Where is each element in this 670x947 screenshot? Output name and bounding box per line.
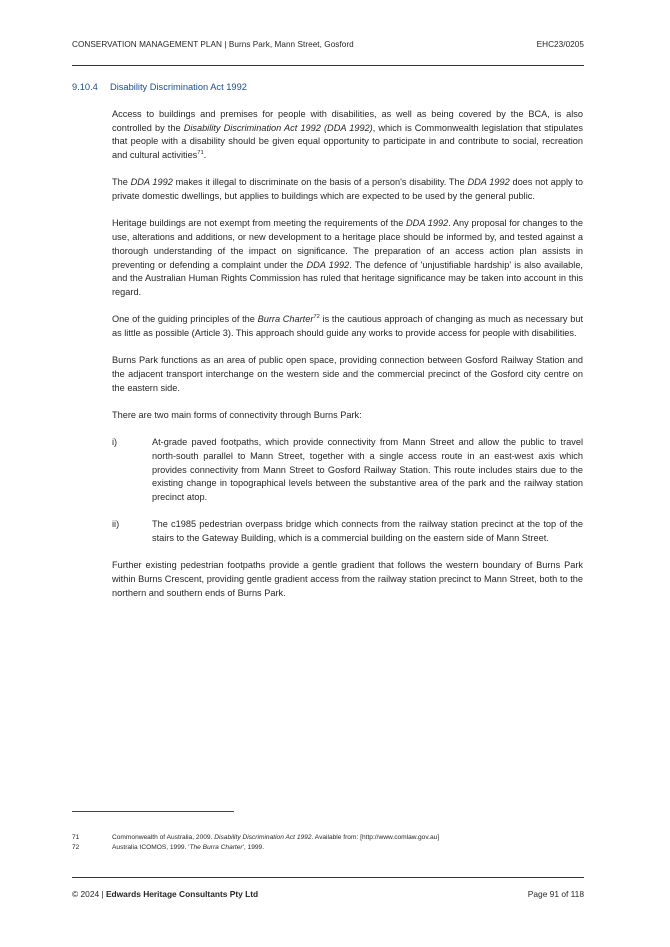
section-title: Disability Discrimination Act 1992 bbox=[110, 82, 247, 92]
footnote-number: 71 bbox=[72, 834, 80, 841]
text-run: . The defence of 'unjustifiable hardship' is also available, and the Australian Human Rights Commission has ruled that heritage significance may be taken into account in this regard. bbox=[112, 259, 583, 297]
text-run: , which is Commonwealth legislation that stipulates that people with a disability should be given equal opportunity to participate in and contribute to social, recreation and cultural activities bbox=[112, 122, 583, 161]
header-rule bbox=[72, 65, 584, 66]
footnote-reference[interactable]: 71 bbox=[197, 150, 204, 157]
footnote bbox=[72, 833, 592, 843]
text-run: . bbox=[203, 150, 207, 161]
italic-text: Burra Charter bbox=[257, 314, 314, 325]
italic-text: DDA 1992 bbox=[406, 218, 449, 229]
text-run: Access to buildings and premises for people with disabilities, as well as being covered by the BCA, is also controlled by the bbox=[112, 109, 583, 133]
text-run: is the cautious approach of changing as much as necessary but as little as possible (Article 3). This approach should guide any works to provide access for people with disabilities. bbox=[112, 314, 583, 338]
footnote-reference[interactable]: 72 bbox=[313, 314, 320, 321]
list-item bbox=[112, 518, 583, 545]
company-name: Edwards Heritage Consultants Pty Ltd bbox=[105, 889, 259, 899]
footer-left bbox=[72, 889, 258, 899]
footnote-text bbox=[112, 843, 264, 853]
paragraph bbox=[112, 108, 583, 163]
list-marker: ii) bbox=[112, 519, 120, 530]
italic-text: Disability Discrimination Act 1992 bbox=[214, 834, 312, 841]
footnote-separator bbox=[72, 811, 234, 812]
text-run: does not apply to private domestic dwellings, but applies to buildings which are expected to be used by the general public. bbox=[112, 177, 584, 202]
footnote bbox=[72, 843, 592, 853]
text-run: The bbox=[112, 177, 131, 188]
footnote-number: 72 bbox=[72, 843, 80, 851]
copyright-text: © 2024 | bbox=[72, 889, 106, 899]
section-heading bbox=[72, 82, 247, 92]
text-run: Heritage buildings are not exempt from meeting the requirements of the bbox=[112, 218, 407, 229]
footnotes bbox=[72, 833, 592, 852]
paragraph: Further existing pedestrian footpaths provide a gentle gradient that follows the western boundary of Burns Park within Burns Crescent, providing gentle gradient access from the railway station precinct to Mann Street, both to the northern and southern ends of Burns Park. bbox=[112, 560, 583, 598]
paragraph: Burns Park functions as an area of public open space, providing connection between Gosford Railway Station and the adjacent transport interchange on the western side and the commercial precinct of the Gosford city centre on the eastern side. bbox=[112, 355, 583, 393]
text-run: One of the guiding principles of the bbox=[112, 314, 258, 325]
page-number: Page 91 of 118 bbox=[527, 889, 584, 899]
text-run: . Available from: [http://www.comlaw.gov.au] bbox=[311, 834, 440, 841]
list-item-text: At-grade paved footpaths, which provide connectivity from Mann Street and allow the public to travel north-south parallel to Mann Street, together with a single access route in an east-west axis which provides connectivity from Mann Street to Gosford Railway Station. This route includes stairs due to the existing change in topographical levels between the substantive area of the park and the railway station precinct atop. bbox=[152, 437, 583, 503]
italic-text: The Burra Charter bbox=[189, 843, 243, 851]
text-run: . Any proposal for changes to the use, alterations and additions, or new development to a heritage place should be informed by, and tested against a thorough understanding of the impact on significance. The preparation of an access action plan assists in preventing or defending a complaint under the bbox=[112, 218, 584, 270]
page-header bbox=[72, 40, 584, 49]
list-marker: i) bbox=[112, 437, 118, 448]
paragraph bbox=[112, 313, 583, 340]
list-item-text: The c1985 pedestrian overpass bridge which connects from the railway station precinct at the top of the stairs to the Gateway Building, which is a commercial building on the eastern side of Mann Street. bbox=[152, 519, 583, 544]
italic-text: Disability Discrimination Act 1992 (DDA 1992) bbox=[183, 122, 373, 133]
italic-text: DDA 1992 bbox=[130, 177, 173, 188]
list-item bbox=[112, 436, 583, 505]
section-number: 9.10.4 bbox=[72, 82, 98, 92]
italic-text: DDA 1992 bbox=[306, 259, 350, 270]
text-run: makes it illegal to discriminate on the basis of a person's disability. The bbox=[172, 177, 468, 188]
paragraph: There are two main forms of connectivity through Burns Park: bbox=[112, 409, 362, 420]
text-run: ', 1999. bbox=[242, 843, 265, 851]
text-run: Australia ICOMOS, 1999. ' bbox=[112, 843, 190, 851]
text-run: Commonwealth of Australia, 2009. bbox=[112, 834, 215, 841]
body-text bbox=[112, 108, 583, 614]
italic-text: DDA 1992 bbox=[467, 177, 510, 188]
footer-rule bbox=[72, 877, 584, 878]
paragraph bbox=[112, 176, 583, 203]
page-footer bbox=[72, 889, 584, 899]
header-title: CONSERVATION MANAGEMENT PLAN | Burns Park, Mann Street, Gosford bbox=[72, 40, 354, 49]
footnote-text bbox=[112, 833, 439, 843]
document-reference: EHC23/0205 bbox=[536, 40, 584, 49]
paragraph bbox=[112, 217, 583, 299]
